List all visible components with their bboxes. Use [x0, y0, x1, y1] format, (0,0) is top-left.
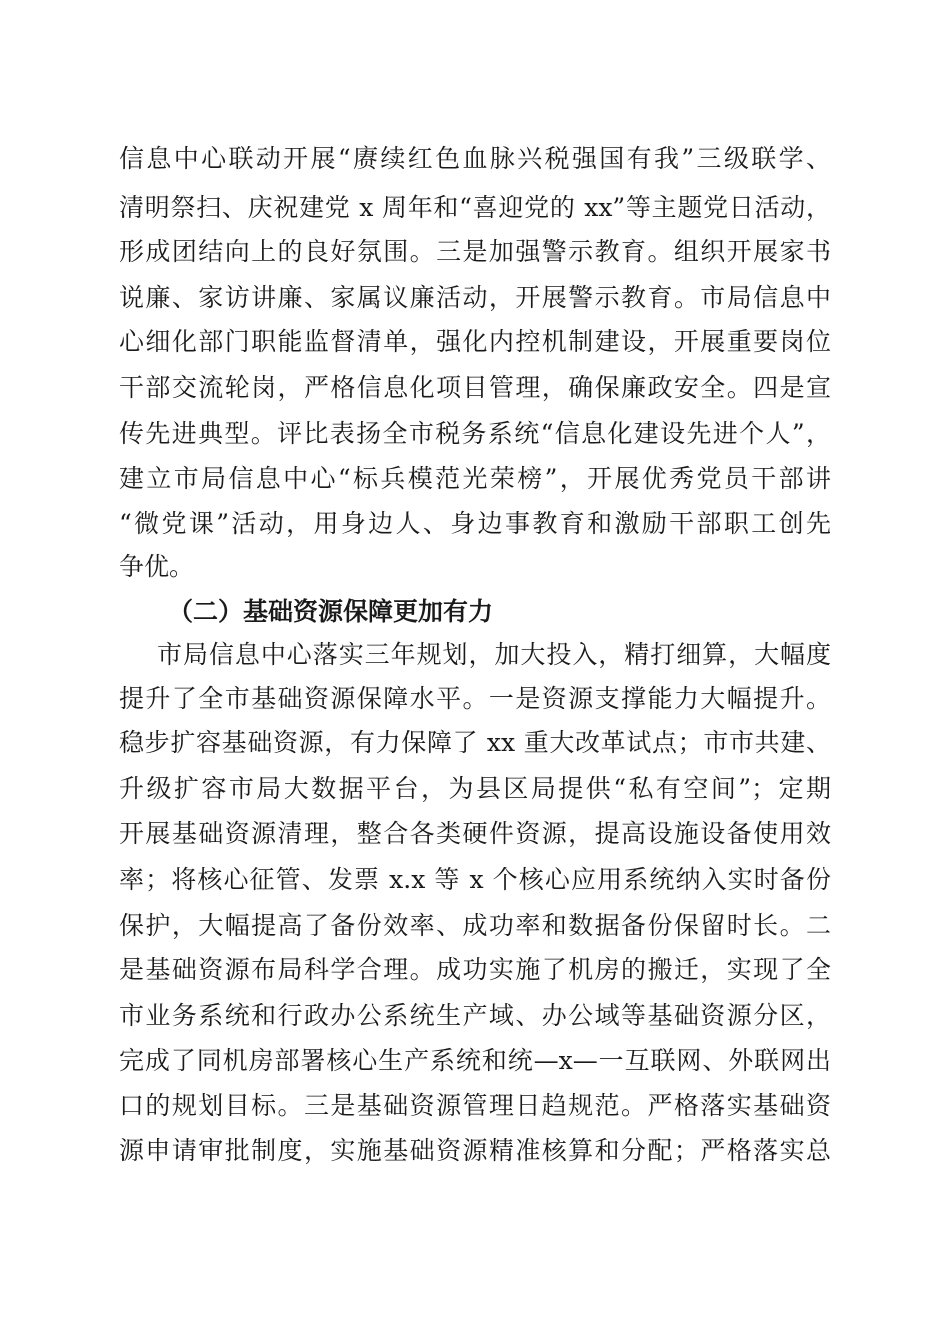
body-text-line: 争优。 [119, 552, 195, 581]
body-text-line: 稳步扩容基础资源，有力保障了 xx 重大改革试点；市市共建、 [119, 728, 831, 757]
body-text-line: 形成团结向上的良好氛围。三是加强警示教育。组织开展家书 [119, 237, 831, 266]
body-text-line: 开展基础资源清理，整合各类硬件资源，提高设施设备使用效 [119, 819, 831, 848]
section-heading: （二）基础资源保障更加有力 [168, 597, 494, 626]
body-text-line: 干部交流轮岗，严格信息化项目管理，确保廉政安全。四是宣 [119, 373, 831, 402]
body-text-line: “微党课”活动，用身边人、身边事教育和激励干部职工创先 [119, 509, 831, 538]
body-text-line: 信息中心联动开展“赓续红色血脉兴税强国有我”三级联学、 [119, 144, 831, 173]
body-text-line: 传先进典型。评比表扬全市税务系统“信息化建设先进个人”， [119, 419, 831, 448]
body-text-line: 市业务系统和行政办公系统生产域、办公域等基础资源分区， [119, 1001, 831, 1030]
body-text-line: 心细化部门职能监督清单，强化内控机制建设，开展重要岗位 [119, 327, 831, 356]
body-text-line: 升级扩容市局大数据平台，为县区局提供“私有空间”；定期 [119, 774, 831, 803]
body-text-line: 率；将核心征管、发票 x.x 等 x 个核心应用系统纳入实时备份 [119, 865, 831, 894]
body-text-line: 完成了同机房部署核心生产系统和统—x—一互联网、外联网出 [119, 1046, 831, 1075]
body-text-line: 口的规划目标。三是基础资源管理日趋规范。严格落实基础资 [119, 1091, 831, 1120]
body-text-line: 提升了全市基础资源保障水平。一是资源支撑能力大幅提升。 [119, 684, 831, 713]
body-text-line: 说廉、家访讲廉、家属议廉活动，开展警示教育。市局信息中 [119, 283, 831, 312]
body-text-line: 建立市局信息中心“标兵模范光荣榜”，开展优秀党员干部讲 [119, 464, 831, 493]
body-text-line: 清明祭扫、庆祝建党 x 周年和“喜迎党的 xx”等主题党日活动， [119, 193, 831, 222]
body-text-line: 是基础资源布局科学合理。成功实施了机房的搬迁，实现了全 [119, 955, 831, 984]
body-text-line: 市局信息中心落实三年规划，加大投入，精打细算，大幅度 [157, 640, 831, 669]
body-text-line: 保护，大幅提高了备份效率、成功率和数据备份保留时长。二 [119, 911, 831, 940]
body-text-line: 源申请审批制度，实施基础资源精准核算和分配；严格落实总 [119, 1136, 831, 1165]
